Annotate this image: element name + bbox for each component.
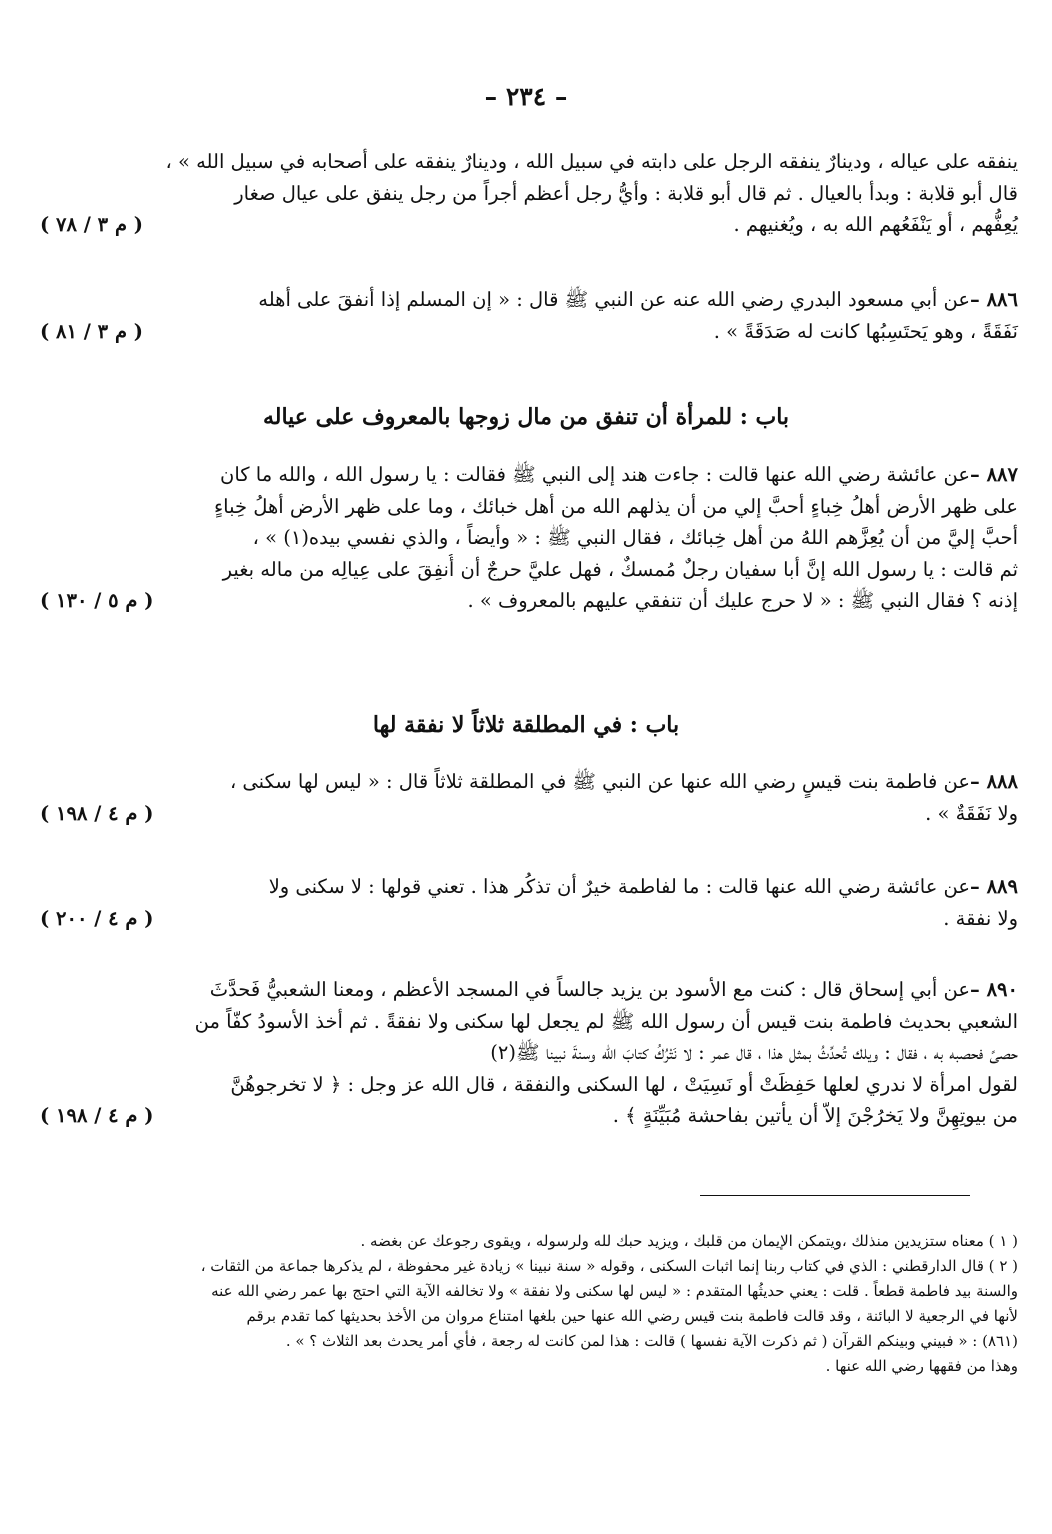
hadith-number: ٨٨٧ – [970, 463, 1018, 486]
hadith-887 [36, 459, 1018, 617]
footnote-divider [700, 1195, 970, 1196]
page-number: – ٢٣٤ – [484, 82, 568, 111]
hadith-number: ٨٨٩ – [970, 875, 1018, 898]
text-line: ولا نفقة . [943, 906, 1018, 930]
text-line: أحبَّ إليَّ من أن يُعِزَّهم اللهُ من أهل خِبائك ، فقال النبي ﷺ : « وأيضاً ، والذي نفسي بيده(١) » ، [252, 526, 1018, 549]
text-line: ينفقه على عياله ، ودينارٌ ينفقه الرجل على دابته في سبيل الله ، ودينارٌ ينفقه على أصحابه في سبيل الله » ، [165, 150, 1018, 173]
hadith-889 [36, 871, 1018, 934]
chapter-heading: باب : في المطلقة ثلاثاً لا نفقة لها [372, 712, 680, 738]
text-line: الشعبي بحديث فاطمة بنت قيس أن رسول الله ﷺ لم يجعل لها سكنى ولا نفقةً . ثم أخذ الأسودُ كفّاً من [194, 1009, 1018, 1033]
text-line: إذنه ؟ فقال النبي ﷺ : « لا حرج عليك أن تنفقي عليهم بالمعروف » . [467, 589, 1018, 612]
footnote-line: وهذا من فقهها رضي الله عنها . [825, 1357, 1018, 1375]
chapter-heading: باب : للمرأة أن تنفق من مال زوجها بالمعروف على عياله [262, 404, 790, 430]
text-line: عن أبي مسعود البدري رضي الله عنه عن النبي ﷺ قال : « إن المسلم إذا أنفقَ على أهله [258, 288, 971, 311]
text-line: عن عائشة رضي الله عنها قالت : جاءت هند إلى النبي ﷺ فقالت : يا رسول الله ، والله ما كان [220, 463, 971, 486]
source-reference: ( م ٤ / ١٩٨ ) [40, 1104, 154, 1127]
text-line: عن فاطمة بنت قيسٍ رضي الله عنها عن النبي ﷺ في المطلقة ثلاثاً قال : « ليس لها سكنى ، [229, 770, 971, 793]
continuation-paragraph [36, 146, 1018, 241]
text-line: حصىً فحصبه به ، فقال : ويلك تُحدِّثُ بمثل هذا ، قال عمر : لا نَتْرُكُ كتابَ الله وسنةَ نبينا ﷺ(٢) [490, 1041, 1018, 1064]
footnote-line: (٨٦١) : « فبيني وبينكم القرآن ( ثم ذكرت الآية نفسها ) قالت : هذا لمن كانت له رجعة ، فأي أمر يحدث بعد الثلاث ؟ » . [285, 1332, 1018, 1350]
hadith-886 [36, 284, 1018, 347]
text-line: عن أبي إسحاق قال : كنت مع الأسود بن يزيد جالساً في المسجد الأعظم ، ومعنا الشعبيُّ فَحدَّثَ [209, 978, 971, 1001]
text-line: من بيوتِهِنَّ ولا يَخرُجْنَ إلاّ أن يأتين بفاحشة مُبَيِّنَةٍ ﴾ . [612, 1104, 1018, 1127]
text-line: على ظهر الأرض أهلُ خِباءٍ أحبَّ إلي من أن يذلهم الله من أهل خبائك ، وما على ظهر الأرض أهلُ خِباءٍ [214, 494, 1018, 518]
hadith-890 [36, 974, 1018, 1132]
footnote-line: ( ٢ ) قال الدارقطني : الذي في كتاب ربنا إنما اثبات السكنى ، وقوله « سنة نبينا » زيادة غير محفوظة ، لم يذكرها جماعة من الثقات ، [200, 1257, 1018, 1275]
text-line: قال أبو قلابة : وبدأ بالعيال . ثم قال أبو قلابة : وأيُّ رجل أعظم أجراً من رجل ينفق على عيال صغار [234, 181, 1018, 205]
text-line: ولا نَفَقَةٌ » . [925, 801, 1018, 825]
footnotes [36, 1229, 1018, 1379]
source-reference: ( م ٣ / ٨١ ) [40, 319, 144, 343]
source-reference: ( م ٤ / ١٩٨ ) [40, 801, 154, 825]
text-line: لقول امرأة لا ندري لعلها حَفِظَتْ أو نَسِيَتْ ، لها السكنى والنفقة ، قال الله عز وجل : ﴿ لا تخرجوهُنَّ [230, 1072, 1018, 1096]
text-line: نَفَقَةً ، وهو يَحتَسِبُها كانت له صَدَقَةً » . [713, 319, 1018, 343]
source-reference: ( م ٣ / ٧٨ ) [40, 213, 144, 236]
text-line: يُعِفُّهم ، أو يَنْفَعُهم الله به ، ويُغنيهم . [733, 213, 1018, 236]
footnote-line: والسنة بيد فاطمة قطعاً . قلت : يعني حديثُها المتقدم : « ليس لها سكنى ولا نفقة » ولا تخالفه الآية التي احتج بها عمر رضي الله عنه [211, 1282, 1018, 1300]
text-line: ثم قالت : يا رسول الله إنَّ أبا سفيان رجلٌ مُمسكٌ ، فهل عليَّ حرجٌ أن أُنفِقَ على عِيالِه من ماله بغير [222, 557, 1018, 581]
hadith-number: ٨٩٠ – [970, 978, 1018, 1001]
hadith-number: ٨٨٨ – [970, 770, 1018, 793]
footnote-line: ( ١ ) معناه ستزيدين منذلك ،ويتمكن الإيمان من قلبك ، ويزيد حبك لله ولرسوله ، ويقوى رجوعك عن بغضه . [360, 1232, 1018, 1250]
hadith-888 [36, 766, 1018, 829]
source-reference: ( م ٥ / ١٣٠ ) [40, 589, 154, 612]
footnote-line: لأنها في الرجعية لا البائنة ، وقد قالت فاطمة بنت قيس رضي الله عنها حين بلغها امتناع مروان من الأخذ بحديثها كما تقدم برقم [246, 1307, 1018, 1325]
hadith-number: ٨٨٦ – [970, 288, 1018, 311]
text-line: عن عائشة رضي الله عنها قالت : ما لفاطمة خيرٌ أن تذكُر هذا . تعني قولها : لا سكنى ولا [268, 875, 971, 898]
source-reference: ( م ٤ / ٢٠٠ ) [40, 906, 154, 930]
